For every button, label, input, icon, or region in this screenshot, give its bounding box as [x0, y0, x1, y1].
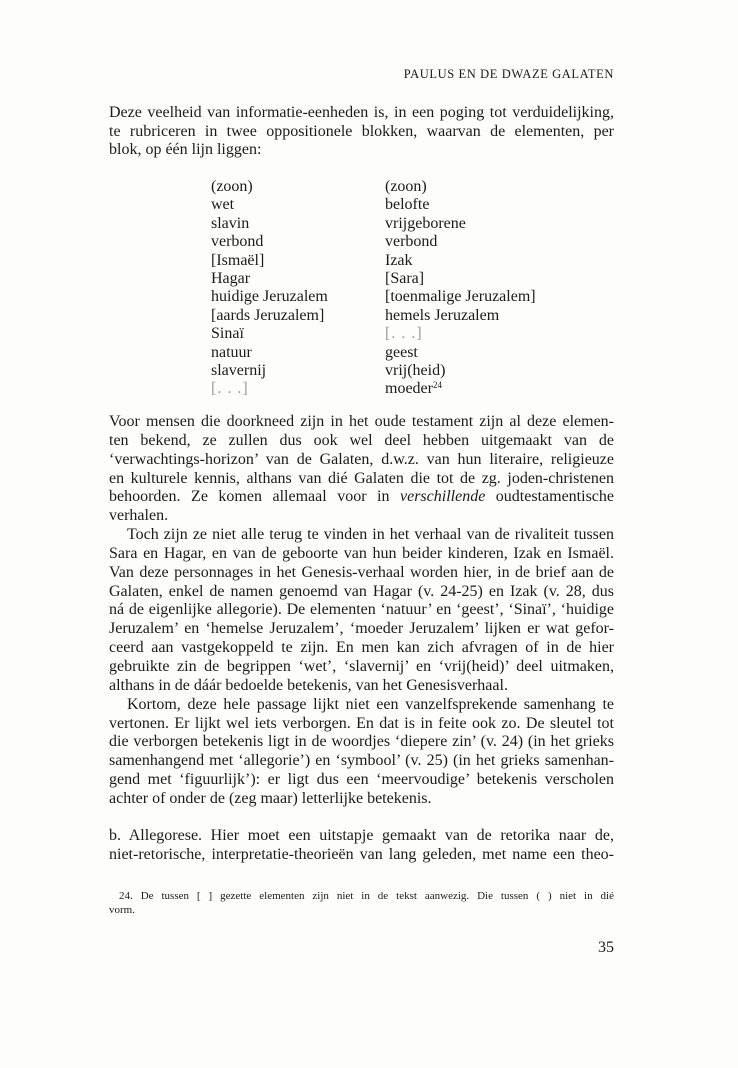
text-line: samenhangend met ‘allegorie’) en ‘symbool’ (v. 25) (in het grieks samenhan-	[109, 752, 614, 770]
table-cell-right: geest	[385, 343, 418, 361]
text-line: niet-retorische, interpretatie-theorieën van lang geleden, met name een theo-	[109, 845, 614, 863]
table-cell-right: hemels Jeruzalem	[385, 306, 500, 324]
text-line: blok, op één lijn liggen:	[109, 141, 262, 159]
text-line: Voor mensen die doorkneed zijn in het oude testament zijn al deze elemen-	[109, 413, 614, 430]
table-cell-left: [Ismaël]	[211, 251, 265, 269]
text-line: Galaten, enkel de namen genoemd van Hagar (v. 24-25) en Izak (v. 28, dus	[109, 582, 614, 600]
page-number: 35	[598, 939, 614, 956]
text-line: verhalen.	[109, 507, 169, 525]
table-cell-right: [. . .]	[385, 325, 423, 343]
table-cell-right: [toenmalige Jeruzalem]	[385, 288, 536, 306]
table-cell-right: vrij(heid)	[385, 361, 446, 379]
text-segment: oudtestamentische	[485, 488, 614, 506]
table-cell-left: Hagar	[211, 269, 251, 287]
table-cell-left: Sinaï	[211, 325, 244, 343]
body-text	[109, 413, 614, 809]
table-cell-left: natuur	[211, 343, 252, 361]
text-line	[109, 488, 614, 507]
text-line: vertonen. Er lijkt wel iets verborgen. En dat is in feite ook zo. De sleutel tot	[109, 714, 614, 732]
text-line: Van deze personnages in het Genesis-verhaal worden hier, in de brief aan de	[109, 563, 614, 581]
text-line: Toch zijn ze niet alle terug te vinden in het verhaal van de rivaliteit tussen	[127, 526, 614, 544]
text-line: Sara en Hagar, en van de geboorte van hun beider kinderen, Izak en Ismaël.	[109, 544, 614, 562]
text-line: gend met ‘figuurlijk’): er ligt dus een ‘meervoudige’ betekenis verscholen	[109, 771, 614, 789]
footnote-line: 24. De tussen [ ] gezette elementen zijn niet in de tekst aanwezig. Die tussen ( ) niet in dié	[119, 890, 614, 902]
table-cell-left: wet	[211, 196, 235, 214]
text-line: ten bekend, ze zullen dus ook wel deel hebben uitgemaakt van de	[109, 431, 614, 449]
text-line: achter of onder de (zeg maar) letterlijke betekenis.	[109, 789, 432, 807]
footnote	[109, 889, 614, 917]
text-line: ná de eigenlijke allegorie). De elementen ‘natuur’ en ‘geest’, ‘Sinaï’, ‘huidige	[109, 601, 614, 619]
text-line: en kulturele kennis, althans van dié Galaten die tot de zg. joden-christenen	[109, 469, 614, 487]
text-line: althans in de dáár bedoelde betekenis, van het Genesisverhaal.	[109, 676, 508, 694]
right-column	[385, 178, 536, 399]
table-cell-right: verbond	[385, 233, 438, 251]
table-cell-right: (zoon)	[385, 178, 427, 195]
table-cell-left: (zoon)	[211, 178, 253, 195]
footnote-line: vorm.	[109, 904, 135, 916]
table-cell-left: slavin	[211, 214, 250, 232]
text-segment: behoorden. Ze komen allemaal voor in	[109, 488, 400, 506]
left-column	[211, 178, 328, 399]
text-line: b. Allegorese. Hier moet een uitstapje gemaakt van de retorika naar de,	[109, 827, 614, 844]
table-cell-left: slavernij	[211, 361, 267, 379]
intro-paragraph	[109, 104, 614, 160]
running-header: PAULUS EN DE DWAZE GALATEN	[403, 67, 614, 81]
table-cell-left: [aards Jeruzalem]	[211, 306, 325, 324]
text-line: Jeruzalem’ en ‘hemelse Jeruzalem’, ‘moeder Jeruzalem’ lijken er wat gefor-	[109, 620, 614, 638]
table-cell-right: vrijgeborene	[385, 214, 466, 232]
text-line: die verborgen betekenis ligt in de woordjes ‘diepere zin’ (v. 24) (in het grieks	[109, 733, 614, 751]
text-line: Deze veelheid van informatie-eenheden is, in een poging tot verduidelijking,	[109, 104, 614, 121]
table-cell-right: moeder$^{24}$	[385, 380, 442, 398]
italic-emphasis: verschillende	[400, 488, 486, 506]
table-cell-right: belofte	[385, 196, 430, 214]
text-line: ceerd aan vastgekoppeld te zijn. En men kan zich afvragen of in de hier	[109, 639, 614, 657]
table-cell-left: huidige Jeruzalem	[211, 288, 328, 306]
text-line: ‘verwachtings-horizon’ van de Galaten, d.w.z. van hun literaire, religieuze	[109, 450, 614, 468]
table-cell-right: [Sara]	[385, 269, 425, 287]
footnote-reference: 24	[432, 380, 442, 391]
table-cell-right: Izak	[385, 251, 413, 269]
table-cell-left: [. . .]	[211, 380, 249, 398]
text-line: Kortom, deze hele passage lijkt niet een vanzelfsprekende samenhang te	[127, 695, 614, 713]
text-line: te rubriceren in twee oppositionele blokken, waarvan de elementen, per	[109, 122, 614, 140]
section-b-paragraph	[109, 827, 614, 865]
table-cell-left: verbond	[211, 233, 264, 251]
text-line: gebruikte zin de begrippen ‘wet’, ‘slavernij’ en ‘vrij(heid)’ deel uitmaken,	[109, 657, 614, 675]
